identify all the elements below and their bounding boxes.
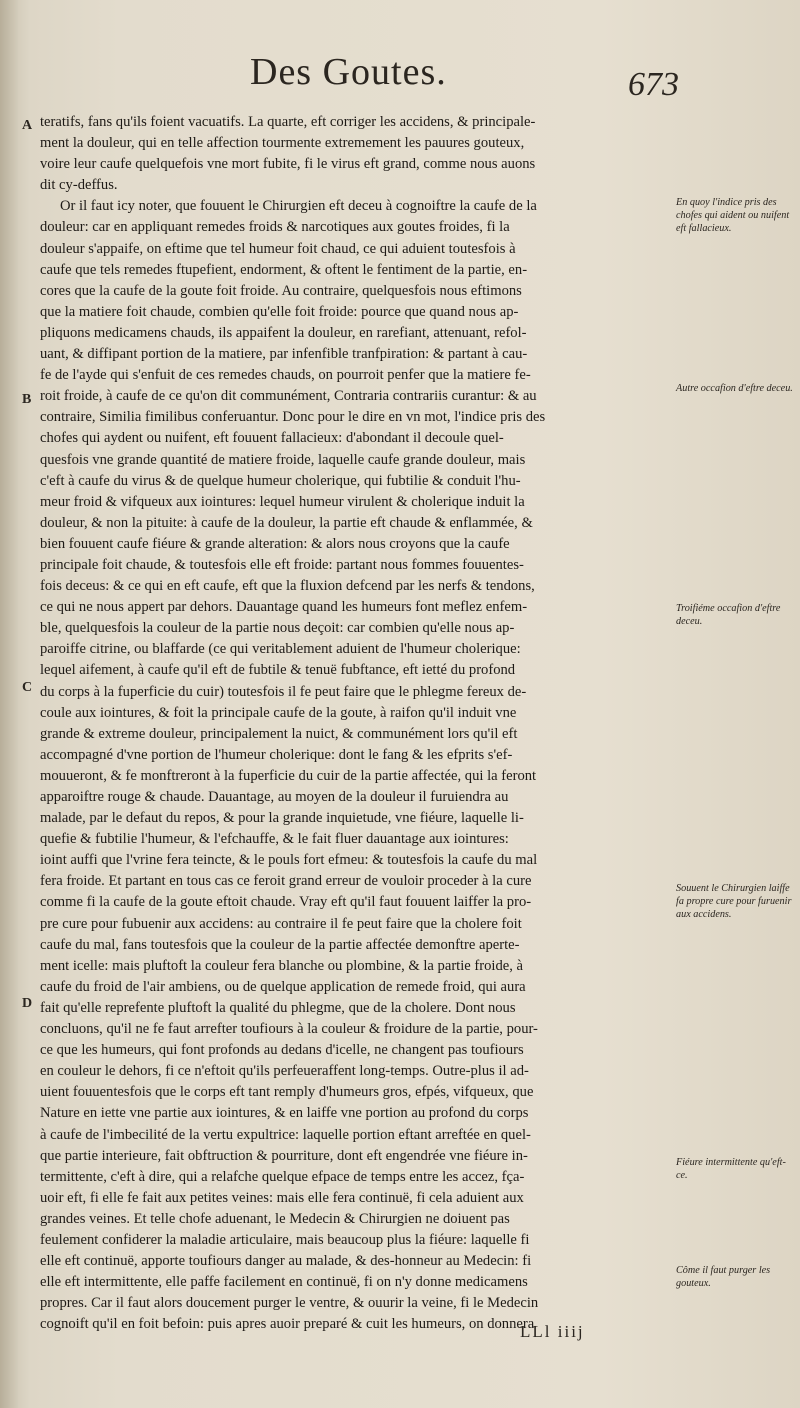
signature-mark: LLl iiij [520, 1322, 585, 1341]
text-line: douleur s'appaife, on eftime que tel humeur foit chaud, ce qui aduient toutesfois à [40, 240, 516, 257]
margin-note: Troifiéme occafion d'eftre deceu. [676, 603, 781, 627]
text-line: roit froide, à caufe de ce qu'on dit communément, Contraria contrariis curantur: & au [40, 388, 537, 405]
body-text [40, 112, 672, 1335]
text-line: du corps à la fuperficie du cuir) toutesfois il fe peut faire que le phlegme fereux de- [40, 683, 527, 700]
page-gutter-shadow [0, 0, 18, 1408]
text-line: termittente, c'eft à dire, qui a relafche quelque efpace de temps entre les accez, fça- [40, 1168, 525, 1185]
text-line: Or il faut icy noter, que fouuent le Chirurgien eft deceu à cognoiftre la caufe de la [60, 198, 537, 215]
text-line: ce qui ne nous appert par dehors. Dauantage quand les humeurs font meflez enfem- [40, 599, 528, 616]
text-line: fe de l'ayde qui s'enfuit de ces remedes chauds, on pourroit penfer que la matiere fe- [40, 367, 531, 384]
section-letter-a: A [22, 118, 33, 133]
text-line: grande & extreme douleur, principalement la nuict, & communément lors qu'il eft [40, 725, 518, 742]
text-line: ble, quelquesfois la couleur de la partie nous deçoit: car combien qu'elle nous ap- [40, 620, 515, 637]
text-line: fois deceus: & ce qui en eft caufe, eft que la fluxion defcend par les nerfs & tendons, [40, 578, 535, 595]
text-line: comme fi la caufe de la goute eftoit chaude. Vray eft qu'il faut fouuent laiffer la pro- [40, 894, 532, 911]
section-letter-d: D [22, 996, 33, 1011]
text-line: caufe que tels remedes ftupefient, endorment, & oftent le fentiment de la partie, en- [40, 261, 528, 278]
page-number: 673 [628, 66, 679, 103]
text-line: teratifs, fans qu'ils foient vacuatifs. La quarte, eft corriger les accidens, & principale- [40, 114, 536, 130]
text-line: meur froid & vifqueux aux iointures: lequel humeur virulent & cholerique induit la [40, 493, 525, 510]
section-letter-c: C [22, 680, 33, 695]
section-letter-b: B [22, 392, 32, 407]
text-line: propres. Car il faut alors doucement purger le ventre, & ouurir la veine, fi le Medecin [40, 1295, 539, 1312]
text-line: accompagné d'vne portion de l'humeur cholerique: dont le fang & les efprits s'ef- [40, 746, 513, 763]
text-line: lequel aifement, à caufe qu'il eft de fubtile & tenuë fubftance, eft ietté du profond [40, 662, 516, 679]
text-line: cores que la caufe de la goute foit froide. Au contraire, quelquesfois nous eftimons [40, 282, 522, 299]
text-line: concluons, qu'il ne fe faut arrefter toufiours à la couleur & froidure de la partie, pour- [40, 1021, 538, 1038]
text-line: c'eft à caufe du virus & de quelque humeur cholerique, qui fubtilie & conduit l'hu- [40, 472, 521, 489]
text-line: coule aux iointures, & foit la principale caufe de la goute, à raifon qu'il induit vne [40, 704, 517, 721]
text-line: ment icelle: mais pluftoft la couleur fera blanche ou plombine, & la partie froide, à [40, 957, 524, 974]
text-line: uoir eft, fi elle fe fait aux petites veines: mais elle fera continuë, fi cela aduient aux [40, 1189, 524, 1206]
page-header [0, 46, 800, 106]
text-line: uient fouuentesfois que le corps eft tant remply d'humeurs gros, efpés, vifqueux, que [40, 1084, 534, 1101]
text-line: caufe du mal, fans toutesfois que la couleur de la partie affectée demonftre aperte- [40, 936, 520, 953]
text-line: fera froide. Et partant en tous cas ce feroit grand erreur de vouloir proceder à la cure [40, 873, 532, 890]
text-line: elle eft intermittente, elle paffe facilement en continuë, fi on n'y donne medicamens [40, 1274, 528, 1291]
text-line: douleur: car en appliquant remedes froids & narcotiques aux goutes froides, fi la [40, 219, 510, 236]
text-line: fait qu'elle reprefente pluftoft la qualité du phlegme, que de la cholere. Dont nous [40, 999, 516, 1016]
text-line: uant, & diffipant portion de la matiere, par infenfible tranfpiration: & partant à cau- [40, 346, 528, 363]
text-line: contraire, Similia fimilibus conferuantur. Donc pour le dire en vn mot, l'indice pris des [40, 409, 546, 426]
text-line: bien fouuent caufe fiéure & grande alteration: & alors nous croyons que la caufe [40, 535, 510, 552]
text-line: ioint auffi que l'vrine fera teincte, & le pouls fort efmeu: & toutesfois la caufe du mal [40, 852, 538, 869]
text-line: quesfois vne grande quantité de matiere froide, laquelle caufe grande douleur, mais [40, 451, 526, 468]
text-line: que la matiere foit chaude, combien qu'elle foit froide: pource que quand nous ap- [40, 303, 519, 320]
text-line: Nature en iette vne partie aux iointures, & en laiffe vne portion au profond du corps [40, 1105, 529, 1122]
text-line: principale foit chaude, & toutesfois elle eft froide: partant nous fommes fouuentes- [40, 556, 524, 573]
text-line: quefie & fubtilie l'humeur, & l'efchauffe, & le fait fluer dauantage aux iointures: [40, 831, 509, 848]
text-line: paroiffe citrine, ou blaffarde (ce qui veritablement aduient de l'humeur cholerique: [40, 641, 521, 658]
text-line: que partie interieure, fait obftruction & pourriture, dont eft engendrée vne fiéure in- [40, 1147, 528, 1164]
text-line: malade, par le defaut du repos, & pour la grande inquietude, vne fiéure, laquelle li- [40, 810, 524, 827]
text-line: pre cure pour fubuenir aux accidens: au contraire il fe peut faire que la cholere foit [40, 915, 522, 932]
text-line: pliquons medicamens chauds, ils appaifent la douleur, en rarefiant, attenuant, refol- [40, 324, 527, 341]
text-line: chofes qui aydent ou nuifent, eft fouuent fallacieux: d'abondant il decoule quel- [40, 430, 504, 447]
margin-note: Côme il faut purger les gouteux. [676, 1265, 771, 1289]
margin-note: En quoy l'indice pris des chofes qui aident ou nuifent eft fallacieux. [676, 197, 790, 234]
text-line: ce que les humeurs, qui font profonds au dedans d'icelle, ne changent pas toufiours [40, 1042, 524, 1059]
margin-note: Fiéure intermittente qu'eft-ce. [676, 1157, 786, 1181]
running-title: Des Goutes. [250, 51, 447, 93]
text-line: mouueront, & fe monftreront à la fuperficie du cuir de la partie affectée, qui la feront [40, 767, 537, 784]
text-line: dit cy-deffus. [40, 177, 118, 194]
text-line: douleur, & non la pituite: à caufe de la douleur, la partie eft chaude & enflammée, & [40, 514, 533, 531]
text-line: cognoift qu'il en foit befoin: puis apres auoir preparé & cuit les humeurs, on donnera [40, 1316, 535, 1333]
text-line: feulement confiderer la maladie articulaire, mais beaucoup plus la fiéure: laquelle fi [40, 1231, 530, 1248]
text-line: grandes veines. Et telle chofe aduenant, le Medecin & Chirurgien ne doiuent pas [40, 1210, 510, 1227]
text-line: à caufe de l'imbecilité de la vertu expultrice: laquelle portion eftant arreftée en quel- [40, 1126, 531, 1143]
text-line: apparoiftre rouge & chaude. Dauantage, au moyen de la douleur il furuiendra au [40, 789, 509, 805]
text-line: caufe du froid de l'air ambiens, ou de quelque application de remede froid, qui aura [40, 978, 526, 995]
margin-note: Autre occafion d'eftre deceu. [676, 383, 793, 394]
text-line: en couleur le dehors, fi ce n'eftoit qu'ils perfeueraffent long-temps. Outre-plus il ad- [40, 1063, 529, 1080]
margin-note: Souuent le Chirurgien laiffe fa propre cure pour furuenir aux accidens. [676, 883, 792, 920]
text-line: ment la douleur, qui en telle affection tourmente extremement les pauures gouteux, [40, 135, 525, 152]
text-line: voire leur caufe quelquefois vne mort fubite, fi le virus eft grand, comme nous auons [40, 156, 536, 173]
text-line: elle eft continuë, apporte toufiours danger au malade, & des-honneur au Medecin: fi [40, 1253, 532, 1270]
